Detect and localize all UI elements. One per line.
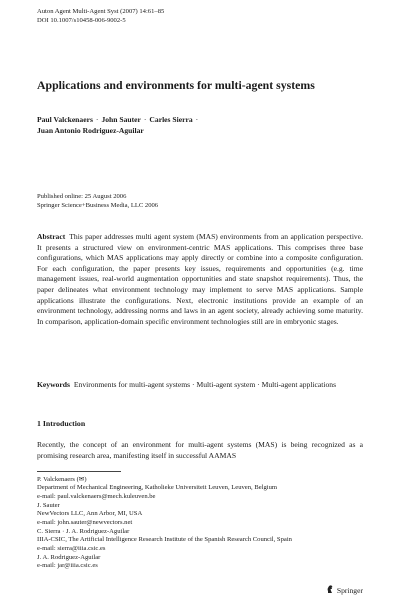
affiliation-dept: Department of Mechanical Engineering, Katholieke Universiteit Leuven, Leuven, Belgium: [37, 484, 278, 492]
affiliation: [37, 528, 363, 553]
footnote-divider: [37, 471, 121, 472]
affiliation: [37, 554, 363, 571]
abstract-label: Abstract: [37, 232, 66, 241]
journal-citation: Auton Agent Multi-Agent Syst (2007) 14:61–85: [37, 8, 165, 15]
author-separator: ·: [143, 115, 147, 124]
affiliation-email: e-mail: sierra@iiia.csic.es: [37, 544, 106, 552]
author-name: John Sauter: [101, 115, 141, 124]
affiliation-dept: IIIA-CSIC, The Artificial Intelligence Research Institute of the Spanish Research Council, Spain: [37, 536, 292, 544]
paper-title: Applications and environments for multi-agent systems: [37, 78, 315, 92]
affiliation-name: P. Valckenaers (✉): [37, 476, 87, 483]
publisher-name: Springer: [336, 585, 363, 595]
section-body: Recently, the concept of an environment for multi-agent systems (MAS) is being recognized as a promising research area, manifesting itself in successful AAMAS: [37, 440, 363, 460]
publication-info: [37, 193, 363, 210]
author-separator: ·: [95, 115, 99, 124]
affiliation: [37, 476, 363, 501]
author-separator: ·: [195, 115, 199, 124]
copyright: Springer Science+Business Media, LLC 2006: [37, 201, 159, 209]
affiliation-dept: NewVectors LLC, Ann Arbor, MI, USA: [37, 510, 143, 518]
affiliation-email: e-mail: paul.valckenaers@mech.kuleuven.be: [37, 492, 156, 500]
author-name: Carles Sierra: [149, 115, 193, 124]
affiliation-name: J. A. Rodriguez-Aguilar: [37, 554, 101, 561]
affiliation-name: C. Sierra · J. A. Rodriguez-Aguilar: [37, 528, 130, 535]
author-list: [37, 115, 363, 136]
publisher-logo: [326, 584, 363, 596]
affiliation-email: e-mail: jar@iiia.csic.es: [37, 562, 98, 570]
author-name: Juan Antonio Rodriguez-Aguilar: [37, 125, 144, 135]
affiliation-name: J. Sauter: [37, 502, 60, 509]
keywords-text: Environments for multi-agent systems · Multi-agent system · Multi-agent applications: [73, 380, 337, 389]
author-name: Paul Valckenaers: [37, 115, 93, 124]
abstract-text: This paper addresses multi agent system (MAS) environments from an application perspective. It presents a structured view on environment-centric MAS applications. This comprises three base configurations, which MAS applications may apply directly or combine into a composite configuration. For each configuration, the paper presents key issues, requirements and opportunities (e.g. time management issues, real-world augmentation opportunities and state snapshot requirements). Thus, the paper delineates what environment technology may implement to serve MAS applications. Sample applications illustrate the configurations. Next, electronic institutions provide an example of an environment technology, addressing norms and laws in an agent society, already achieving some maturity. In comparison, application-domain specific environment technologies still are in embryonic stages.: [37, 232, 363, 326]
keywords-label: Keywords: [37, 380, 70, 389]
journal-header: [37, 8, 363, 25]
doi: DOI 10.1007/s10458-006-9002-5: [37, 16, 126, 24]
keywords: [37, 380, 363, 391]
affiliation: [37, 502, 363, 527]
abstract: [37, 232, 363, 327]
section-heading: 1 Introduction: [37, 419, 86, 428]
affiliation-email: e-mail: john.sauter@newvectors.net: [37, 518, 133, 526]
published-date: Published online: 25 August 2006: [37, 193, 127, 200]
springer-knight-icon: [326, 584, 334, 596]
